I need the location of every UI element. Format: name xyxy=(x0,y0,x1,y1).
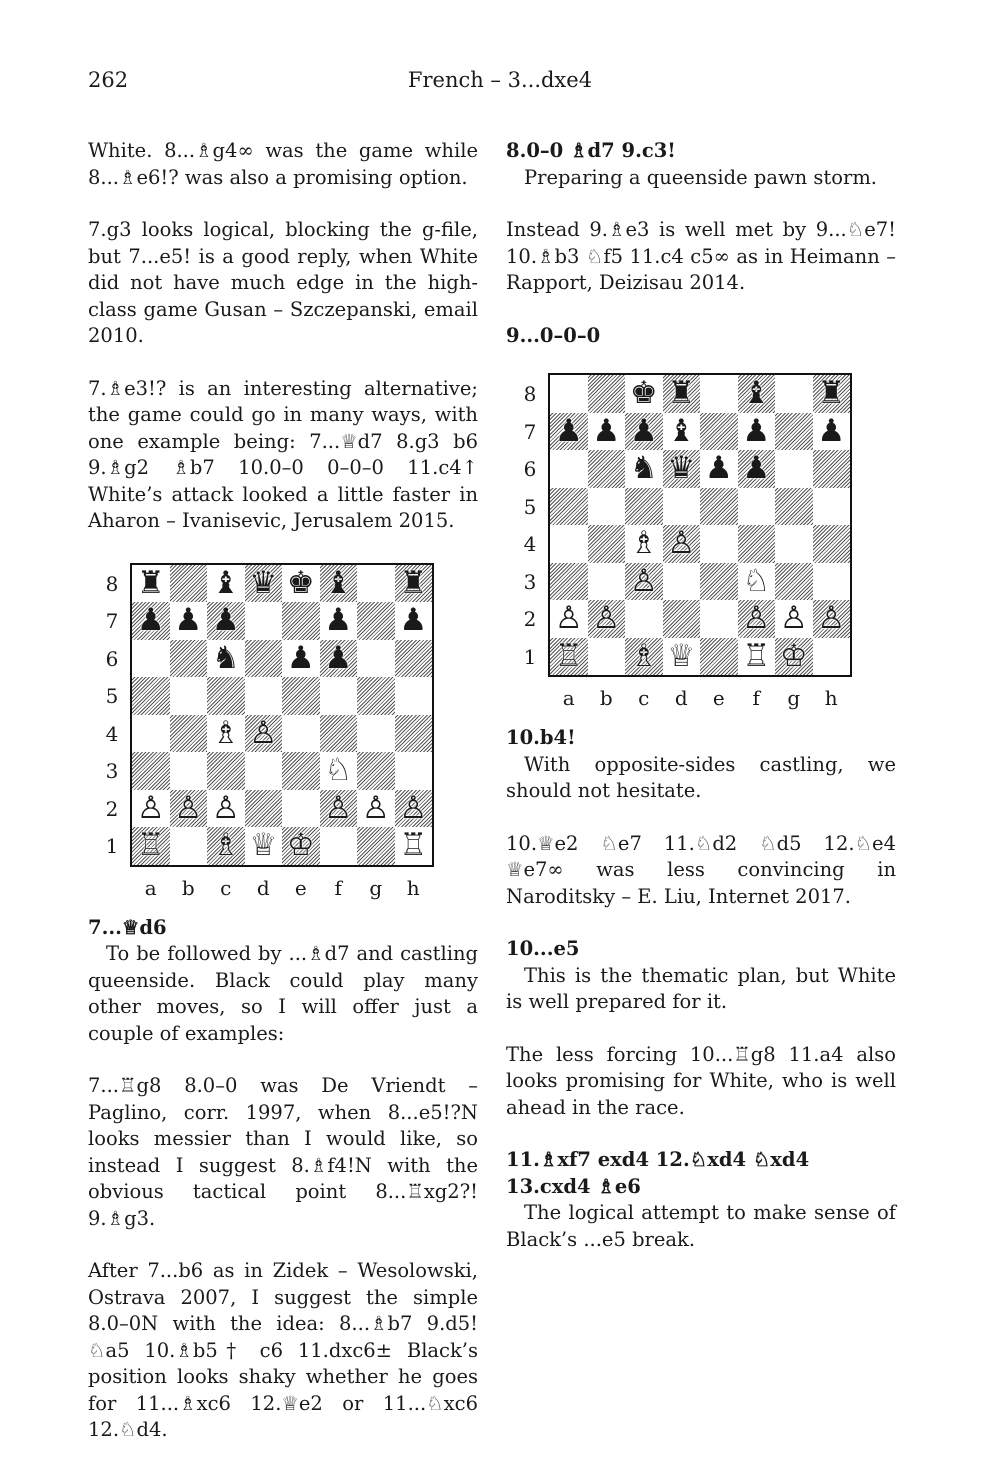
board-square xyxy=(588,525,626,563)
board-square xyxy=(738,488,776,526)
board-square xyxy=(738,600,776,638)
board-square xyxy=(700,450,738,488)
chess-piece: ♕ xyxy=(249,827,278,864)
file-label: d xyxy=(256,875,270,900)
chess-piece: ♚ xyxy=(629,375,658,412)
board-square xyxy=(775,638,813,676)
board-square xyxy=(550,563,588,601)
chess-piece: ♙ xyxy=(779,600,808,637)
paragraph: This is the thematic plan, but White is well prepared for it. xyxy=(506,963,896,1013)
rank-label: 8 xyxy=(523,382,537,406)
rank-label: 2 xyxy=(105,796,119,821)
move-heading: 10.b4! xyxy=(506,726,576,749)
board-square xyxy=(813,413,851,451)
chess-piece: ♙ xyxy=(667,525,696,562)
chess-piece: ♟ xyxy=(742,450,771,487)
board-square xyxy=(357,565,395,603)
chess-piece: ♖ xyxy=(399,827,428,864)
board-square xyxy=(663,638,701,676)
file-label: g xyxy=(787,686,801,710)
board-square xyxy=(207,827,245,865)
move-heading: 9...0–0–0 xyxy=(506,323,601,347)
board-square xyxy=(357,752,395,790)
board-square xyxy=(132,752,170,790)
board-square xyxy=(550,638,588,676)
board-square xyxy=(395,790,433,828)
board-square xyxy=(357,790,395,828)
board-square xyxy=(245,565,283,603)
chess-piece: ♖ xyxy=(554,637,583,674)
paragraph: The less forcing 10...♖g8 11.a4 also looks promising for White, who is well ahead in the race. xyxy=(506,1042,896,1119)
board-square xyxy=(738,413,776,451)
board-square xyxy=(395,640,433,678)
file-label: d xyxy=(674,686,688,710)
board-square xyxy=(813,600,851,638)
board-square xyxy=(775,450,813,488)
chess-piece: ♙ xyxy=(249,714,278,751)
chess-piece: ♜ xyxy=(136,564,165,601)
board-square xyxy=(395,715,433,753)
board-square xyxy=(588,450,626,488)
page-number: 262 xyxy=(88,68,129,92)
move-heading: 7...♕d6 xyxy=(88,915,167,939)
board-square xyxy=(700,488,738,526)
board-square xyxy=(738,638,776,676)
board-square xyxy=(357,640,395,678)
chess-piece: ♟ xyxy=(211,602,240,639)
rank-label: 1 xyxy=(105,834,119,858)
board-square xyxy=(813,450,851,488)
board-square xyxy=(170,602,208,640)
board-square xyxy=(550,600,588,638)
board-square xyxy=(738,450,776,488)
chess-piece: ♝ xyxy=(667,412,696,449)
chess-piece: ♙ xyxy=(629,562,658,599)
board-square xyxy=(132,677,170,715)
chess-piece: ♗ xyxy=(211,714,240,751)
board-square xyxy=(320,827,358,865)
chess-piece: ♟ xyxy=(399,602,428,639)
file-label: a xyxy=(144,875,157,900)
board-square xyxy=(245,640,283,678)
board-square xyxy=(663,600,701,638)
chess-diagram-1 xyxy=(88,561,478,911)
board-square xyxy=(320,677,358,715)
paragraph: With opposite-sides castling, we should not hesitate. xyxy=(506,752,896,802)
board-square xyxy=(813,375,851,413)
board-square xyxy=(775,413,813,451)
board-square xyxy=(700,563,738,601)
board-square xyxy=(245,677,283,715)
board-square xyxy=(170,752,208,790)
board-square xyxy=(357,827,395,865)
board-square xyxy=(170,715,208,753)
chess-piece: ♙ xyxy=(742,600,771,637)
rank-label: 3 xyxy=(105,759,119,783)
board-square xyxy=(625,563,663,601)
chess-piece: ♙ xyxy=(817,600,846,637)
board-square xyxy=(132,565,170,603)
chess-piece: ♙ xyxy=(174,789,203,826)
paragraph: To be followed by ...♗d7 and castling queenside. Black could play many other moves, so I will offer just a couple of examples: xyxy=(88,942,478,1045)
chess-piece: ♙ xyxy=(324,789,353,826)
paragraph: After 7...b6 as in Zidek – Wesolowski, Ostrava 2007, I suggest the simple 8.0–0N with the idea: 8...♗b7 9.d5! ♘a5 10.♗b5† c6 11.dxc6± Black’s position looks shaky whether he goes for 11...♗xc6 12.♕e2 or 11...♘xc6 12.♘d4. xyxy=(88,1259,478,1441)
chess-piece: ♔ xyxy=(286,827,315,864)
board-square xyxy=(320,790,358,828)
board-square xyxy=(775,563,813,601)
chess-piece: ♟ xyxy=(324,639,353,676)
board-square xyxy=(700,525,738,563)
chess-piece: ♕ xyxy=(667,637,696,674)
board-square xyxy=(663,563,701,601)
board-square xyxy=(132,602,170,640)
rank-label: 5 xyxy=(523,494,537,519)
board-square xyxy=(395,827,433,865)
board-square xyxy=(170,640,208,678)
file-label: e xyxy=(294,875,307,900)
chess-piece: ♞ xyxy=(211,639,240,676)
paragraph: 7...♖g8 8.0–0 was De Vriendt – Paglino, corr. 1997, when 8...e5!?N looks messier than I would like, so instead I suggest 8.♗f4!N with the obvious tactical point 8...♖xg2?! 9.♗g3. xyxy=(88,1074,478,1230)
chess-piece: ♝ xyxy=(324,564,353,601)
paragraph: Preparing a queenside pawn storm. xyxy=(524,165,878,189)
chessboard xyxy=(130,563,434,867)
chess-piece: ♜ xyxy=(399,564,428,601)
chess-piece: ♖ xyxy=(136,827,165,864)
rank-label: 6 xyxy=(523,457,537,481)
rank-label: 4 xyxy=(105,721,119,746)
board-square xyxy=(550,525,588,563)
file-label: a xyxy=(562,686,575,710)
paragraph: Instead 9.♗e3 is well met by 9...♘e7! 10.♗b3 ♘f5 11.c4 c5∞ as in Heimann – Rapport, Deizisau 2014. xyxy=(506,218,896,294)
chess-piece: ♝ xyxy=(742,375,771,412)
board-square xyxy=(588,413,626,451)
chess-piece: ♟ xyxy=(592,412,621,449)
rank-label: 5 xyxy=(105,684,119,708)
chess-piece: ♛ xyxy=(667,450,696,487)
board-square xyxy=(207,790,245,828)
board-square xyxy=(207,640,245,678)
board-square xyxy=(775,488,813,526)
board-square xyxy=(282,715,320,753)
board-square xyxy=(813,488,851,526)
move-heading: 11.♗xf7 exd4 12.♘xd4 ♘xd4 13.cxd4 ♗e6 xyxy=(506,1148,810,1198)
board-square xyxy=(625,413,663,451)
board-square xyxy=(357,602,395,640)
board-square xyxy=(282,752,320,790)
board-square xyxy=(357,677,395,715)
board-square xyxy=(320,715,358,753)
rank-label: 1 xyxy=(523,644,537,669)
board-square xyxy=(625,600,663,638)
chess-piece: ♙ xyxy=(399,789,428,826)
rank-label: 8 xyxy=(105,571,119,596)
paragraph: 7.g3 looks logical, blocking the g-file, but 7...e5! is a good reply, when White did not have much edge in the high-class game Gusan – Szczepanski, email 2010. xyxy=(88,218,478,347)
board-square xyxy=(395,602,433,640)
board-square xyxy=(738,525,776,563)
file-label: h xyxy=(824,686,838,710)
move-heading: 10...e5 xyxy=(506,937,580,960)
rank-label: 6 xyxy=(105,646,119,671)
board-square xyxy=(170,790,208,828)
file-label: h xyxy=(406,875,420,900)
board-square xyxy=(625,525,663,563)
board-square xyxy=(320,752,358,790)
file-label: e xyxy=(712,686,725,710)
chess-piece: ♗ xyxy=(211,827,240,864)
board-square xyxy=(245,752,283,790)
chess-piece: ♞ xyxy=(629,450,658,487)
board-square xyxy=(700,413,738,451)
board-square xyxy=(320,640,358,678)
board-square xyxy=(588,563,626,601)
board-square xyxy=(550,413,588,451)
chess-piece: ♔ xyxy=(779,637,808,674)
move-heading: 8.0–0 ♗d7 9.c3! xyxy=(506,139,676,162)
board-square xyxy=(170,565,208,603)
board-square xyxy=(320,565,358,603)
board-square xyxy=(245,790,283,828)
file-label: f xyxy=(752,686,760,710)
chess-piece: ♟ xyxy=(136,602,165,639)
board-square xyxy=(395,677,433,715)
board-square xyxy=(663,525,701,563)
chess-piece: ♟ xyxy=(324,602,353,639)
board-square xyxy=(245,715,283,753)
chess-piece: ♚ xyxy=(286,564,315,601)
board-square xyxy=(282,790,320,828)
board-square xyxy=(550,375,588,413)
board-square xyxy=(775,525,813,563)
chess-piece: ♟ xyxy=(286,639,315,676)
board-square xyxy=(207,677,245,715)
board-square xyxy=(663,488,701,526)
file-label: c xyxy=(220,875,232,900)
chess-piece: ♟ xyxy=(817,412,846,449)
board-square xyxy=(588,375,626,413)
rank-label: 7 xyxy=(105,609,119,633)
board-square xyxy=(170,827,208,865)
left-column xyxy=(88,138,478,1470)
board-square xyxy=(775,600,813,638)
board-square xyxy=(395,752,433,790)
board-square xyxy=(663,413,701,451)
board-square xyxy=(207,565,245,603)
board-square xyxy=(775,375,813,413)
board-square xyxy=(813,563,851,601)
rank-label: 7 xyxy=(523,419,537,444)
chess-piece: ♝ xyxy=(211,564,240,601)
board-square xyxy=(207,715,245,753)
board-square xyxy=(588,600,626,638)
chess-piece: ♙ xyxy=(592,600,621,637)
board-square xyxy=(132,827,170,865)
file-label: b xyxy=(599,686,613,710)
board-square xyxy=(132,640,170,678)
paragraph: The logical attempt to make sense of Black’s ...e5 break. xyxy=(506,1201,896,1251)
board-square xyxy=(738,563,776,601)
board-square xyxy=(207,602,245,640)
board-square xyxy=(625,488,663,526)
board-square xyxy=(170,677,208,715)
chess-piece: ♙ xyxy=(136,789,165,826)
chess-piece: ♟ xyxy=(742,412,771,449)
chess-piece: ♘ xyxy=(324,752,353,789)
chessboard xyxy=(548,373,852,677)
chess-piece: ♟ xyxy=(704,450,733,487)
chess-piece: ♜ xyxy=(667,375,696,412)
board-square xyxy=(700,375,738,413)
board-square xyxy=(813,638,851,676)
board-square xyxy=(282,827,320,865)
chess-piece: ♗ xyxy=(629,525,658,562)
board-square xyxy=(663,450,701,488)
chess-diagram-2 xyxy=(506,371,896,721)
board-square xyxy=(700,638,738,676)
board-square xyxy=(625,375,663,413)
board-square xyxy=(738,375,776,413)
file-label: g xyxy=(369,875,383,900)
board-square xyxy=(700,600,738,638)
file-label: c xyxy=(638,686,650,710)
board-square xyxy=(282,565,320,603)
board-square xyxy=(550,488,588,526)
board-square xyxy=(245,827,283,865)
chess-piece: ♛ xyxy=(249,564,278,601)
paragraph: 7.♗e3!? is an interesting alternative; the game could go in many ways, with one example being: 7...♕d7 8.g3 b6 9.♗g2 ♗b7 10.0–0 0–0–0 11.c4↑ White’s attack looked a little faster in Aharon – Ivanisevic, Jerusalem 2015. xyxy=(88,376,478,532)
board-square xyxy=(813,525,851,563)
rank-label: 3 xyxy=(523,569,537,594)
board-square xyxy=(588,638,626,676)
paragraph: White. 8...♗g4∞ was the game while 8...♗e6!? was also a promising option. xyxy=(88,139,478,189)
right-column xyxy=(506,138,896,1279)
board-square xyxy=(588,488,626,526)
chess-piece: ♜ xyxy=(817,375,846,412)
chess-piece: ♘ xyxy=(742,562,771,599)
board-square xyxy=(550,450,588,488)
chess-piece: ♟ xyxy=(174,602,203,639)
board-square xyxy=(395,565,433,603)
paragraph: 10.♕e2 ♘e7 11.♘d2 ♘d5 12.♘e4 ♕e7∞ was less convincing in Naroditsky – E. Liu, Internet 2017. xyxy=(506,831,896,908)
file-label: f xyxy=(334,875,342,900)
board-square xyxy=(282,677,320,715)
board-square xyxy=(625,450,663,488)
board-square xyxy=(625,638,663,676)
chess-piece: ♟ xyxy=(629,412,658,449)
chess-piece: ♗ xyxy=(629,637,658,674)
board-square xyxy=(207,752,245,790)
board-square xyxy=(245,602,283,640)
board-square xyxy=(132,715,170,753)
chess-piece: ♙ xyxy=(554,600,583,637)
chess-piece: ♟ xyxy=(554,412,583,449)
board-square xyxy=(282,640,320,678)
board-square xyxy=(320,602,358,640)
board-square xyxy=(282,602,320,640)
rank-label: 4 xyxy=(523,532,537,556)
file-label: b xyxy=(181,875,195,900)
running-head: French – 3...dxe4 xyxy=(407,68,593,92)
board-square xyxy=(132,790,170,828)
chess-piece: ♙ xyxy=(211,789,240,826)
chess-piece: ♖ xyxy=(742,637,771,674)
chess-piece: ♙ xyxy=(361,789,390,826)
board-square xyxy=(663,375,701,413)
rank-label: 2 xyxy=(523,607,537,631)
board-square xyxy=(357,715,395,753)
